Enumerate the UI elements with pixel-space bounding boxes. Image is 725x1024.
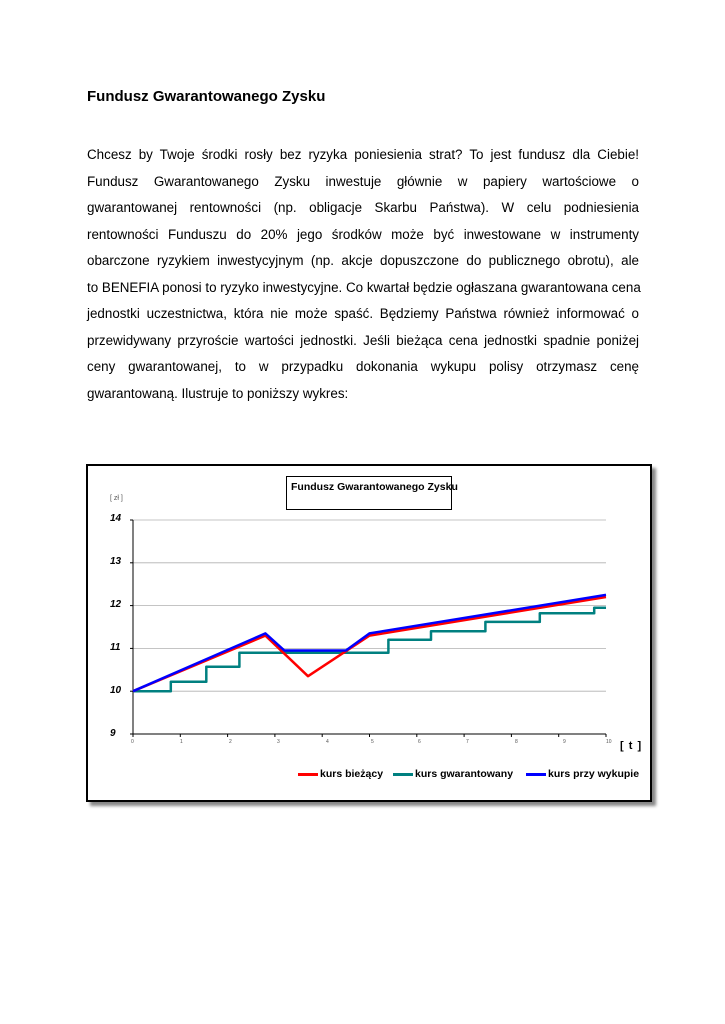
y-axis-unit-label: [ zł ] [110,495,123,502]
series-line-kurs-biezacy [133,597,606,691]
x-tick-label: 9 [563,739,566,745]
x-tick-label: 4 [326,739,329,745]
x-tick-label: 8 [515,739,518,745]
paragraph-line: Fundusz Gwarantowanego Zysku inwestuje głównie w papiery wartościowe o [87,173,639,189]
legend-item [298,768,383,780]
chart-title-box [286,476,458,510]
y-tick-label: 12 [110,599,122,610]
paragraph-line: rentowności Funduszu do 20% jego środków może być inwestowane w instrumenty [87,226,639,242]
y-tick-label: 13 [110,556,122,567]
legend-item [393,768,513,780]
paragraph-line: jednostki uczestnictwa, która nie może spaść. Będziemy Państwa również informować o [87,306,639,321]
x-tick-label: 7 [466,739,469,745]
legend-swatch [298,773,318,776]
paragraph-line: Chcesz by Twoje środki rosły bez ryzyka poniesienia strat? To jest fundusz dla Ciebie! [87,147,639,162]
legend-item [526,768,639,780]
chart-figure [86,464,652,802]
y-tick-label: 14 [110,513,122,524]
x-axis-label: [ t ] [620,740,643,752]
legend-label: kurs przy wykupie [548,768,640,780]
document-title: Fundusz Gwarantowanego Zysku [87,88,326,105]
legend-label: kurs gwarantowany [415,768,514,780]
x-tick-label: 0 [131,739,134,745]
legend-swatch [393,773,413,776]
x-tick-label: 10 [606,739,612,745]
paragraph-line: przewidywany przyroście wartości jednostki. Jeśli bieżąca cena jednostki spadnie poniżej [87,332,639,348]
paragraph-line: to BENEFIA ponosi to ryzyko inwestycyjne. Co kwartał będzie ogłaszana gwarantowana cena [87,279,641,295]
paragraph-line: obarczone ryzykiem inwestycyjnym (np. akcje dopuszczone do publicznego obrotu), ale [87,253,639,268]
x-tick-label: 5 [371,739,374,745]
x-tick-label: 1 [180,739,183,745]
paragraph-line: ceny gwarantowanej, to w przypadku dokonania wykupu polisy otrzymasz cenę [87,359,639,374]
x-tick-label: 3 [277,739,280,745]
series-line-kurs-gwarantowany [133,608,606,692]
y-tick-label: 11 [110,642,121,653]
chart-title: Fundusz Gwarantowanego Zysku [291,481,458,493]
legend-label: kurs bieżący [320,768,384,780]
body-paragraph [87,142,639,407]
x-tick-label: 2 [229,739,232,745]
x-tick-label: 6 [418,739,421,745]
chart-plot [88,466,650,800]
legend-swatch [526,773,546,776]
y-tick-label: 10 [110,685,122,696]
y-tick-label: 9 [110,728,116,739]
paragraph-line: gwarantowanej rentowności (np. obligacje Skarbu Państwa). W celu podniesienia [87,200,639,215]
paragraph-line: gwarantowaną. Ilustruje to poniższy wykres: [87,385,349,401]
